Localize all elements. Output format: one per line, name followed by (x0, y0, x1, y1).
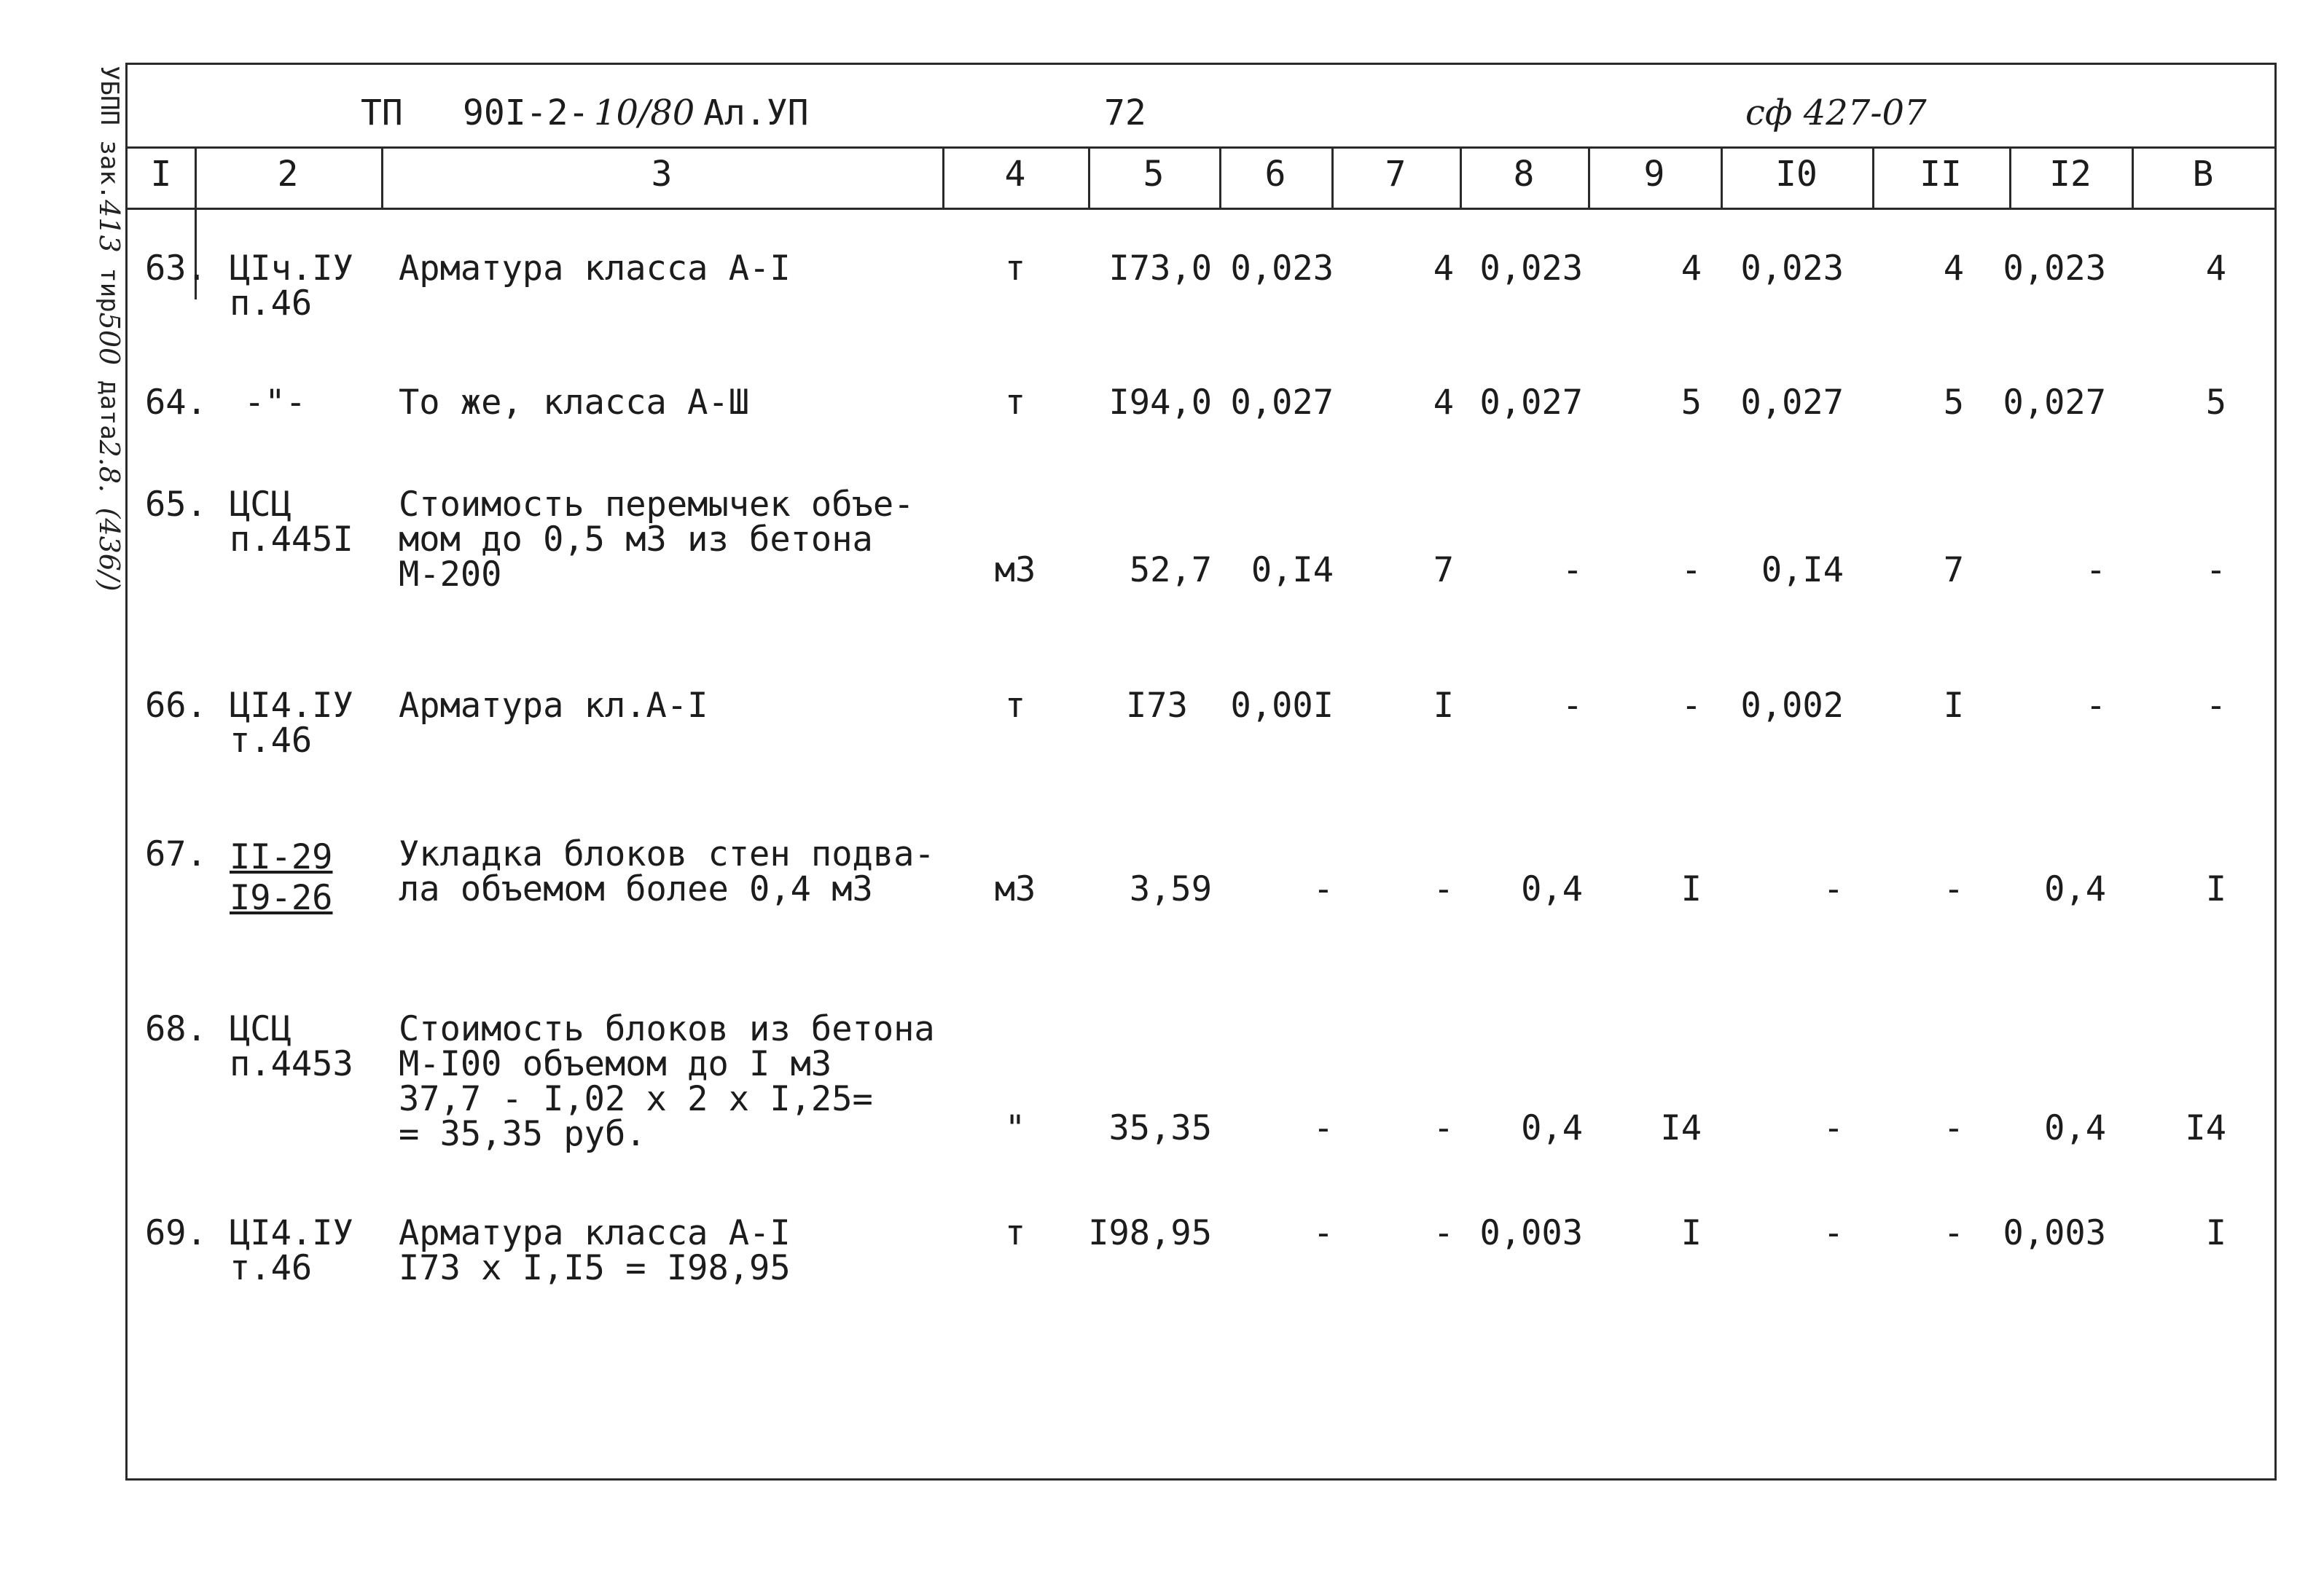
side-note-line1: УБПП зак. (95, 66, 124, 200)
side-note-line2-hand: 500 (93, 312, 125, 366)
row-name: Арматура класса А-I I73 х I,I5 = I98,95 (399, 1213, 791, 1288)
row-price: I94,0 (1108, 383, 1212, 423)
row-col9: - (1681, 686, 1702, 726)
column-header-4: 4 (1004, 154, 1026, 195)
row-name: Укладка блоков стен подва- ла объемом более 0,4 м3 (399, 834, 935, 909)
estimate-table-frame (125, 63, 2277, 1481)
row-col7: I (1433, 686, 1454, 726)
column-header-5: 5 (1143, 154, 1165, 195)
row-col9: 5 (1681, 383, 1702, 423)
row-code: ЦСЦ п.445I (230, 485, 353, 560)
row-col6: 0,00I (1230, 686, 1334, 726)
header-top-rule (128, 146, 2274, 149)
row-price: 35,35 (1108, 1108, 1212, 1148)
row-col8: 0,027 (1479, 383, 1583, 423)
row-col11: 4 (1943, 248, 1964, 289)
row-col9: 4 (1681, 248, 1702, 289)
row-unit: т (1004, 383, 1026, 423)
stamp-number: сф 427-07 (1745, 93, 1927, 133)
row-price: 3,59 (1129, 869, 1212, 909)
row-col7: 4 (1433, 383, 1454, 423)
row-unit: т (1004, 686, 1026, 726)
row-unit: т (1004, 248, 1026, 289)
column-header-9: 9 (1643, 154, 1665, 195)
side-note-line4-hand: (436/) (93, 507, 125, 592)
row-col11: I (1943, 686, 1964, 726)
row-col10: - (1823, 1213, 1844, 1253)
row-name: Стоимость блоков из бетона М-I00 объемом до I м3 37,7 - I,02 х 2 х I,25= = 35,35 руб. (399, 1009, 935, 1154)
row-col10: 0,I4 (1761, 550, 1844, 590)
row-col7: - (1433, 1213, 1454, 1253)
row-number: 63. (145, 248, 207, 289)
column-header-6: 6 (1264, 154, 1286, 195)
row-unit: м3 (994, 550, 1036, 590)
row-col7: 4 (1433, 248, 1454, 289)
column-header-2: 2 (277, 154, 299, 195)
row-col9: I (1681, 869, 1702, 909)
column-header-11: II (1920, 154, 1962, 195)
row-code: ЦI4.IУ т.46 (230, 686, 353, 761)
row-col6: - (1312, 1213, 1334, 1253)
side-note (29, 66, 131, 619)
doc-number: 90I-2- (463, 93, 590, 133)
row-col7: - (1433, 869, 1454, 909)
row-col9: - (1681, 550, 1702, 590)
column-header-13: B (2192, 154, 2214, 195)
side-note-line3: дата (95, 380, 124, 440)
row-col13: 4 (2205, 248, 2226, 289)
row-col11: - (1943, 1213, 1964, 1253)
row-col13: I (2205, 869, 2226, 909)
row-col8: - (1562, 686, 1583, 726)
row-col8: 0,4 (1521, 869, 1583, 909)
row-name: Стоимость перемычек объе- мом до 0,5 м3 из бетона М-200 (399, 485, 915, 595)
row-col12: - (2085, 550, 2106, 590)
row-col10: 0,027 (1740, 383, 1844, 423)
row-col12: 0,4 (2044, 1108, 2106, 1148)
row-col13: I (2205, 1213, 2226, 1253)
row-col10: - (1823, 869, 1844, 909)
column-header-1: I (150, 154, 172, 195)
row-col10: 0,002 (1740, 686, 1844, 726)
row-col12: - (2085, 686, 2106, 726)
row-unit: т (1004, 1213, 1026, 1253)
row-col6: 0,027 (1230, 383, 1334, 423)
row-col13: - (2205, 550, 2226, 590)
row-col10: 0,023 (1740, 248, 1844, 289)
row-col12: 0,023 (2003, 248, 2106, 289)
row-price: 52,7 (1129, 550, 1212, 590)
row-number: 69. (145, 1213, 207, 1253)
page-number: 72 (1104, 93, 1146, 133)
row-col6: 0,023 (1230, 248, 1334, 289)
row-col6: - (1312, 869, 1334, 909)
row-code: II-29 I9-26 (230, 837, 333, 918)
doc-code: ТП (361, 93, 403, 133)
row-col6: 0,I4 (1251, 550, 1334, 590)
row-name: Арматура класса А-I (399, 248, 791, 289)
row-col8: 0,4 (1521, 1108, 1583, 1148)
header-bottom-rule (128, 208, 2274, 210)
column-header-8: 8 (1513, 154, 1535, 195)
row-number: 65. (145, 485, 207, 525)
row-col13: 5 (2205, 383, 2226, 423)
row-col7: 7 (1433, 550, 1454, 590)
row-number: 67. (145, 834, 207, 874)
row-col12: 0,027 (2003, 383, 2106, 423)
row-name: Арматура кл.А-I (399, 686, 708, 726)
row-col11: - (1943, 869, 1964, 909)
row-code: ЦI4.IУ т.46 (230, 1213, 353, 1288)
row-price: I73,0 (1108, 248, 1212, 289)
side-note-line2: тир (95, 267, 124, 313)
column-header-10: I0 (1775, 154, 1818, 195)
row-col10: - (1823, 1108, 1844, 1148)
row-col13: I4 (2185, 1108, 2226, 1148)
row-code: ЦIч.IУ п.46 (230, 248, 353, 324)
row-col9: I4 (1660, 1108, 1702, 1148)
row-col6: - (1312, 1108, 1334, 1148)
row-number: 68. (145, 1009, 207, 1049)
row-col11: 7 (1943, 550, 1964, 590)
row-price: I98,95 (1088, 1213, 1212, 1253)
row-number: 64. (145, 383, 207, 423)
row-col12: 0,003 (2003, 1213, 2106, 1253)
row-unit: " (1004, 1108, 1026, 1148)
side-note-line1-hand: 413 (93, 200, 125, 253)
row-price: I73 (1126, 686, 1188, 726)
row-code: -"- (244, 383, 306, 423)
row-col11: 5 (1943, 383, 1964, 423)
column-header-3: 3 (651, 154, 673, 195)
row-col8: 0,023 (1479, 248, 1583, 289)
row-name: То же, класса А-Ш (399, 383, 750, 423)
row-number: 66. (145, 686, 207, 726)
side-note-line3-hand: 2.8. (93, 439, 125, 493)
row-col12: 0,4 (2044, 869, 2106, 909)
column-header-12: I2 (2049, 154, 2092, 195)
album-label: Ал.УП (703, 93, 809, 133)
row-col8: - (1562, 550, 1583, 590)
row-unit: м3 (994, 869, 1036, 909)
row-col7: - (1433, 1108, 1454, 1148)
row-col11: - (1943, 1108, 1964, 1148)
column-header-7: 7 (1385, 154, 1406, 195)
row-col9: I (1681, 1213, 1702, 1253)
doc-number-hand: 10/80 (594, 93, 695, 133)
row-col13: - (2205, 686, 2226, 726)
row-col8: 0,003 (1479, 1213, 1583, 1253)
row-code: ЦСЦ п.4453 (230, 1009, 353, 1084)
